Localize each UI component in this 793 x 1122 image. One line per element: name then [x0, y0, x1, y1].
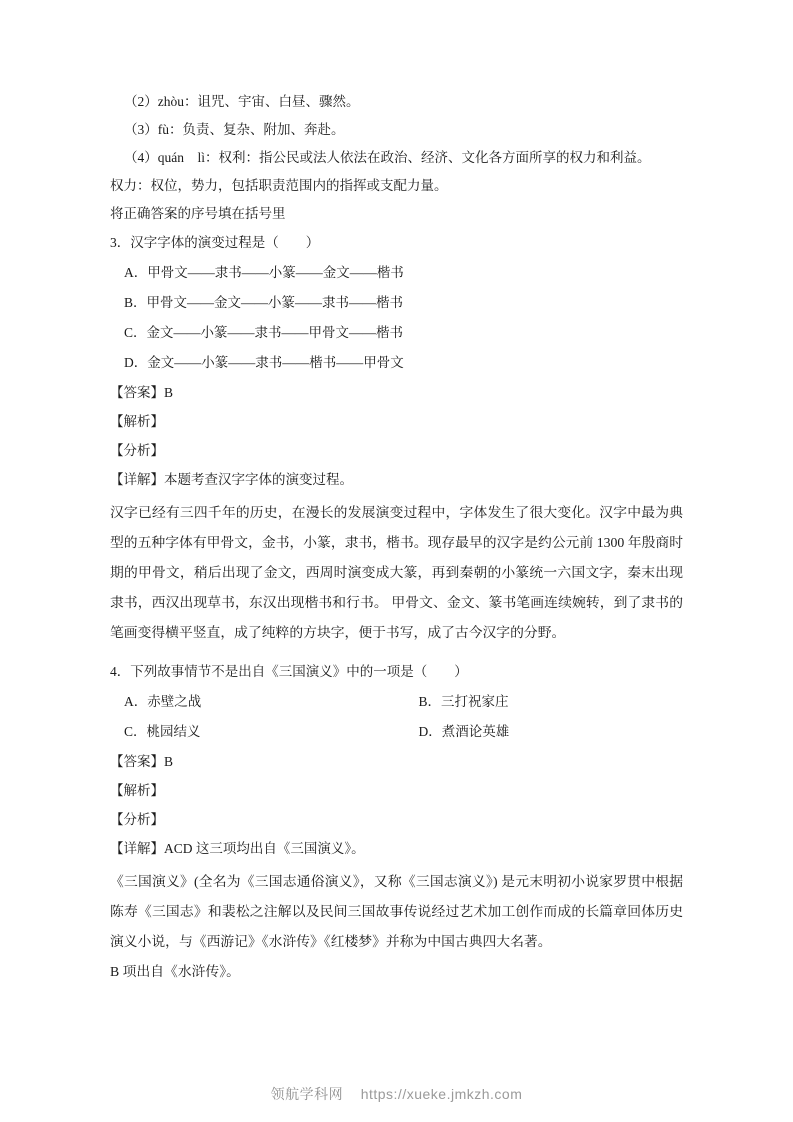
- question-3-answer: 【答案】B: [110, 385, 174, 400]
- question-3-body: 汉字已经有三四千年的历史，在漫长的发展演变过程中，字体发生了很大变化。汉字中最为典型的五种字体有甲骨文，金书，小篆，隶书，楷书。现存最早的汉字是约公元前 1300 年殷商时期的甲骨文，稍后出现了金文，西周时演变成大篆，再到秦朝的小篆统一六国文字，秦末出现隶书，西汉出现草书，东汉出现楷书和行书。 甲骨文、金文、篆书笔画连续婉转，到了隶书的笔画变得横平竖直，成了纯粹的方块字，便于书写，成了古今汉字的分野。: [110, 505, 683, 640]
- question-4-option-a: A．赤壁之战: [124, 694, 202, 709]
- question-4-detail: 【详解】ACD 这三项均出自《三国演义》。: [110, 841, 365, 856]
- question-3-option-b: B．甲骨文——金文——小篆——隶书——楷书: [124, 295, 404, 310]
- question-3-explain-label: 【解析】: [110, 414, 164, 429]
- page-footer: [0, 1084, 793, 1104]
- question-4-option-c: C．桃园结义: [124, 724, 201, 739]
- question-4-closing: B 项出自《水浒传》。: [110, 964, 240, 979]
- question-4-option-d: D．煮酒论英雄: [418, 724, 510, 739]
- question-3-stem: 3．汉字字体的演变过程是（ ）: [110, 235, 320, 250]
- text-line-1: （2）zhòu：诅咒、宇宙、白昼、骤然。: [124, 94, 360, 109]
- footer-brand: 领航学科网: [270, 1086, 344, 1102]
- question-3-option-d: D．金文——小篆——隶书——楷书——甲骨文: [124, 355, 404, 370]
- question-3-option-c: C．金文——小篆——隶书——甲骨文——楷书: [124, 325, 404, 340]
- footer-url: https://xueke.jmkzh.com: [360, 1086, 523, 1102]
- question-4-option-b: B．三打祝家庄: [418, 694, 509, 709]
- question-4-explain-label: 【解析】: [110, 783, 164, 798]
- question-3-detail: 【详解】本题考查汉字字体的演变过程。: [110, 472, 353, 487]
- question-3-analysis-label: 【分析】: [110, 443, 164, 458]
- text-line-3: （4）quán lì：权利：指公民或法人依法在政治、经济、文化各方面所享的权力和利益。: [124, 150, 651, 165]
- text-line-5: 将正确答案的序号填在括号里: [110, 206, 286, 221]
- text-line-2: （3）fù：负责、复杂、附加、奔赴。: [124, 122, 345, 137]
- question-4-body: 《三国演义》(全名为《三国志通俗演义》，又称《三国志演义》) 是元末明初小说家罗贯中根据陈寿《三国志》和裴松之注解以及民间三国故事传说经过艺术加工创作而成的长篇章回体历史演义小说，与《西游记》《水浒传》《红楼梦》并称为中国古典四大名著。: [110, 874, 683, 949]
- text-line-4: 权力：权位，势力，包括职责范围内的指挥或支配力量。: [110, 178, 448, 193]
- question-4-analysis-label: 【分析】: [110, 812, 164, 827]
- question-3-option-a: A．甲骨文——隶书——小篆——金文——楷书: [124, 265, 404, 280]
- question-4-stem: 4．下列故事情节不是出自《三国演义》中的一项是（ ）: [110, 664, 468, 679]
- question-4-answer: 【答案】B: [110, 754, 174, 769]
- question-4-options-row-2: [110, 717, 683, 747]
- question-4-options-row-1: [110, 687, 683, 717]
